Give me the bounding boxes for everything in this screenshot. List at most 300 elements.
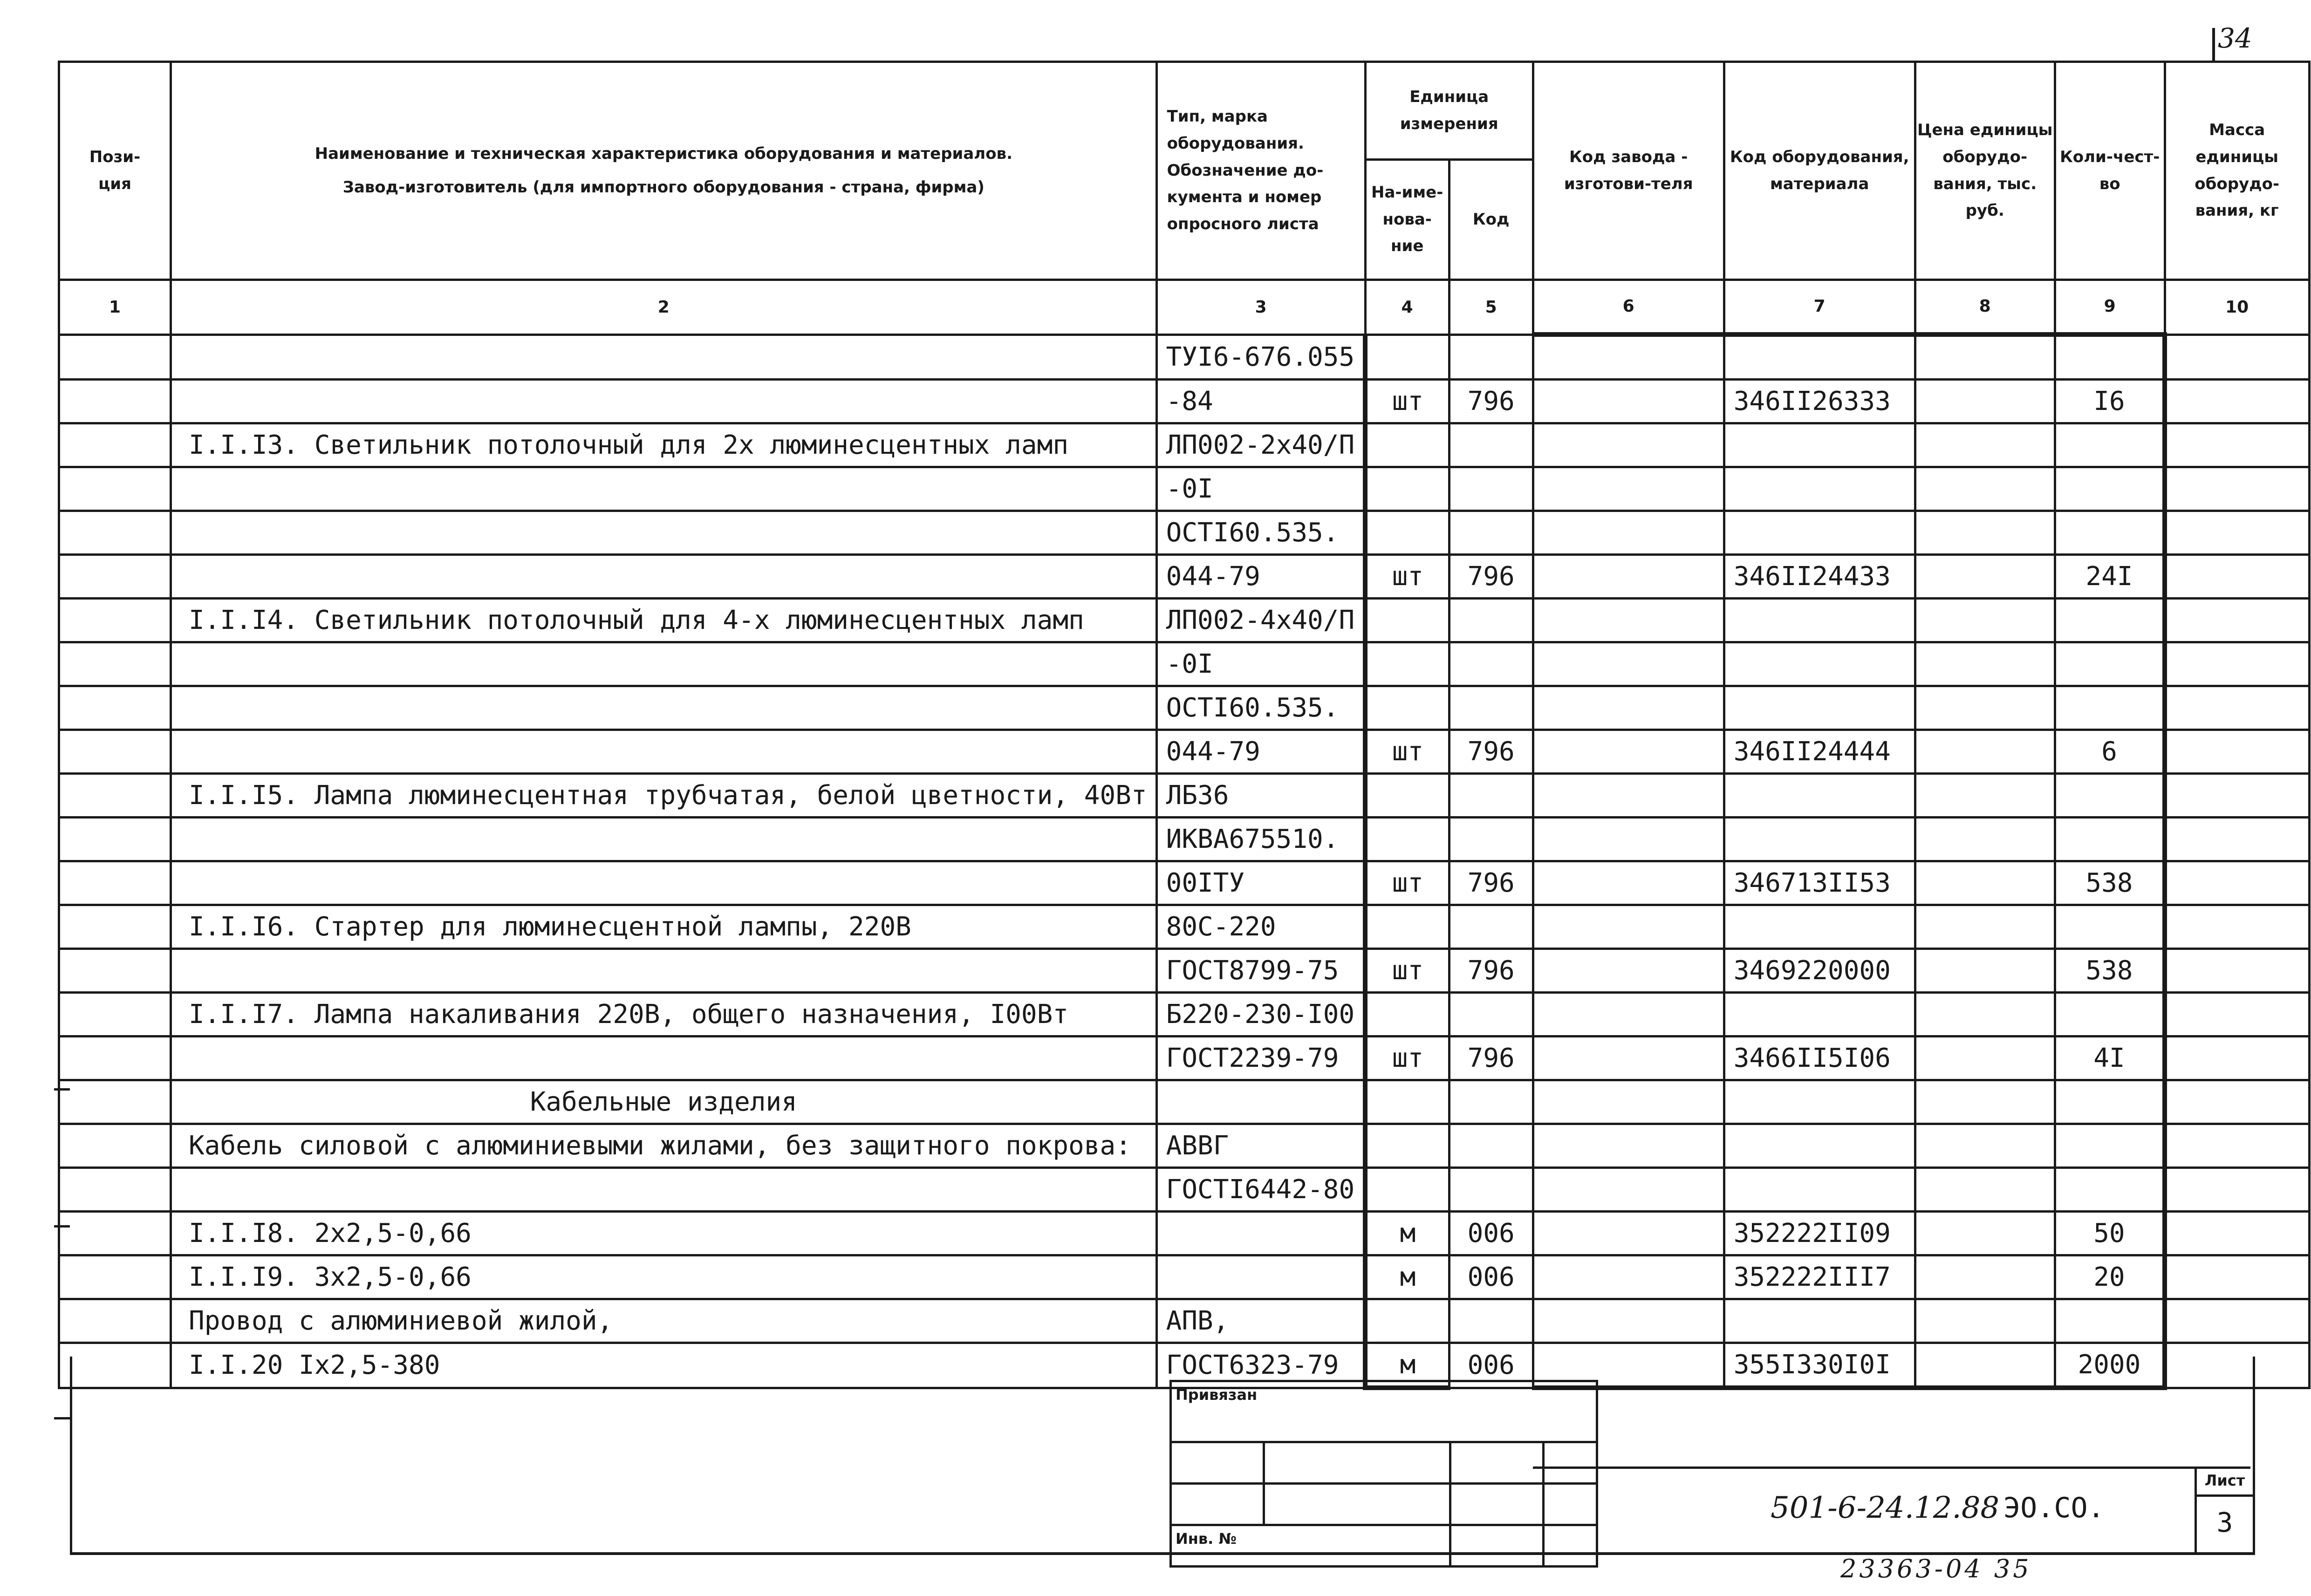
row-position	[59, 861, 171, 905]
row-unit-code	[1449, 599, 1533, 642]
row-plant-code	[1533, 467, 1724, 511]
row-plant-code	[1533, 774, 1724, 818]
row-price	[1915, 993, 2055, 1037]
row-plant-code	[1533, 686, 1724, 730]
column-number: 6	[1533, 280, 1724, 335]
column-number: 7	[1724, 280, 1915, 335]
table-row	[59, 423, 2310, 467]
stamp-cell	[1450, 1442, 1544, 1484]
row-price	[1915, 818, 2055, 861]
row-quantity	[2055, 511, 2165, 555]
row-plant-code	[1533, 423, 1724, 467]
row-unit	[1365, 686, 1449, 730]
row-name: I.I.I5. Лампа люминесцентная трубчатая, белой цветности, 40Вт	[171, 774, 1157, 818]
row-position	[59, 818, 171, 861]
table-row	[59, 599, 2310, 642]
row-price	[1915, 1124, 2055, 1168]
table-row	[59, 1037, 2310, 1080]
row-equipment-code	[1724, 642, 1915, 686]
row-equipment-code	[1724, 1124, 1915, 1168]
row-price	[1915, 1212, 2055, 1255]
row-type: -0I	[1156, 467, 1365, 511]
row-position	[59, 511, 171, 555]
row-type: 80С-220	[1156, 905, 1365, 949]
column-number: 9	[2055, 280, 2165, 335]
row-name	[171, 555, 1157, 599]
archive-number: 23363-04 35	[1840, 1554, 2032, 1583]
row-mass	[2165, 686, 2309, 730]
row-quantity	[2055, 1080, 2165, 1124]
row-price	[1915, 642, 2055, 686]
row-name: I.I.I4. Светильник потолочный для 4-х люминесцентных ламп	[171, 599, 1157, 642]
row-unit-code	[1449, 1124, 1533, 1168]
row-position	[59, 1080, 171, 1124]
table-row	[59, 334, 2310, 380]
row-type: 00IТУ	[1156, 861, 1365, 905]
table-row	[59, 555, 2310, 599]
row-position	[59, 1037, 171, 1080]
row-mass	[2165, 1255, 2309, 1299]
row-unit	[1365, 423, 1449, 467]
row-equipment-code	[1724, 334, 1915, 380]
row-mass	[2165, 774, 2309, 818]
row-name: I.I.20 Iх2,5-380	[171, 1343, 1157, 1388]
header-type: Тип, марка оборудования. Обозначение до-кумента и номер опросного листа	[1156, 62, 1365, 280]
row-unit-code: 796	[1449, 555, 1533, 599]
row-quantity: 4I	[2055, 1037, 2165, 1080]
row-quantity	[2055, 993, 2165, 1037]
row-type: ТУI6-676.055	[1156, 334, 1365, 380]
row-mass	[2165, 467, 2309, 511]
row-type: ГОСТ2239-79	[1156, 1037, 1365, 1080]
row-plant-code	[1533, 905, 1724, 949]
row-name	[171, 730, 1157, 774]
row-quantity: I6	[2055, 380, 2165, 423]
row-price	[1915, 467, 2055, 511]
row-equipment-code: 346II24433	[1724, 555, 1915, 599]
row-type: ОСТI60.535.	[1156, 511, 1365, 555]
row-plant-code	[1533, 380, 1724, 423]
row-mass	[2165, 1168, 2309, 1212]
table-row	[59, 642, 2310, 686]
row-plant-code	[1533, 1037, 1724, 1080]
row-unit: шт	[1365, 949, 1449, 993]
table-row	[59, 1255, 2310, 1299]
row-unit	[1365, 1124, 1449, 1168]
row-name: I.I.I7. Лампа накаливания 220В, общего назначения, I00Вт	[171, 993, 1157, 1037]
row-position	[59, 1168, 171, 1212]
row-quantity	[2055, 905, 2165, 949]
row-price	[1915, 511, 2055, 555]
row-quantity: 6	[2055, 730, 2165, 774]
row-mass	[2165, 861, 2309, 905]
row-unit-code: 796	[1449, 949, 1533, 993]
row-type: ЛП002-4х40/П	[1156, 599, 1365, 642]
row-plant-code	[1533, 555, 1724, 599]
row-unit: шт	[1365, 1037, 1449, 1080]
table-row	[59, 511, 2310, 555]
row-position	[59, 730, 171, 774]
row-unit-code	[1449, 774, 1533, 818]
row-equipment-code	[1724, 818, 1915, 861]
row-quantity	[2055, 774, 2165, 818]
row-plant-code	[1533, 334, 1724, 380]
row-price	[1915, 1168, 2055, 1212]
row-plant-code	[1533, 1255, 1724, 1299]
row-type: ЛП002-2х40/П	[1156, 423, 1365, 467]
row-unit	[1365, 599, 1449, 642]
row-mass	[2165, 1080, 2309, 1124]
row-type: -84	[1156, 380, 1365, 423]
row-mass	[2165, 511, 2309, 555]
row-plant-code	[1533, 1299, 1724, 1343]
row-position	[59, 1124, 171, 1168]
document-code: 501-6-24.12.88	[1771, 1491, 2000, 1525]
row-type: ОСТI60.535.	[1156, 686, 1365, 730]
row-type	[1156, 1255, 1365, 1299]
row-equipment-code: 34671ЗII53	[1724, 861, 1915, 905]
row-price	[1915, 334, 2055, 380]
header-equipment-code: Код оборудования, материала	[1724, 62, 1915, 280]
column-number: 1	[59, 280, 171, 335]
row-quantity	[2055, 1299, 2165, 1343]
row-unit-code	[1449, 818, 1533, 861]
row-unit: м	[1365, 1343, 1449, 1388]
row-plant-code	[1533, 1212, 1724, 1255]
row-position	[59, 905, 171, 949]
stamp-cell	[1544, 1525, 1597, 1567]
row-equipment-code	[1724, 467, 1915, 511]
row-unit	[1365, 905, 1449, 949]
row-unit: м	[1365, 1255, 1449, 1299]
row-mass	[2165, 334, 2309, 380]
row-name	[171, 467, 1157, 511]
column-number: 5	[1449, 280, 1533, 335]
row-unit: шт	[1365, 555, 1449, 599]
row-name: I.I.I9. 3х2,5-0,66	[171, 1255, 1157, 1299]
row-unit	[1365, 334, 1449, 380]
margin-tick	[54, 1417, 70, 1419]
row-mass	[2165, 818, 2309, 861]
row-position	[59, 334, 171, 380]
row-position	[59, 1299, 171, 1343]
row-position	[59, 555, 171, 599]
row-type: 044-79	[1156, 555, 1365, 599]
row-name	[171, 686, 1157, 730]
row-price	[1915, 686, 2055, 730]
header-name: Наименование и техническая характеристика оборудования и материалов. Завод-изготовитель (для импортного оборудования - страна, фирма)	[171, 62, 1157, 280]
row-unit	[1365, 774, 1449, 818]
row-type: АПВ,	[1156, 1299, 1365, 1343]
row-mass	[2165, 1124, 2309, 1168]
row-price	[1915, 949, 2055, 993]
row-quantity: 20	[2055, 1255, 2165, 1299]
column-number: 4	[1365, 280, 1449, 335]
row-unit	[1365, 1168, 1449, 1212]
row-mass	[2165, 1212, 2309, 1255]
row-unit-code: 796	[1449, 380, 1533, 423]
row-quantity	[2055, 686, 2165, 730]
row-unit-code	[1449, 467, 1533, 511]
row-name: I.I.I8. 2х2,5-0,66	[171, 1212, 1157, 1255]
table-row	[59, 1168, 2310, 1212]
column-number: 10	[2165, 280, 2309, 335]
row-price	[1915, 905, 2055, 949]
row-plant-code	[1533, 599, 1724, 642]
row-name	[171, 861, 1157, 905]
column-number: 2	[171, 280, 1157, 335]
table-row	[59, 1080, 2310, 1124]
header-plant-code: Код завода - изготови-теля	[1533, 62, 1724, 280]
row-price	[1915, 1299, 2055, 1343]
row-price	[1915, 861, 2055, 905]
row-quantity	[2055, 423, 2165, 467]
row-price	[1915, 423, 2055, 467]
row-unit	[1365, 511, 1449, 555]
row-unit	[1365, 818, 1449, 861]
row-name: Кабельные изделия	[171, 1080, 1157, 1124]
row-mass	[2165, 555, 2309, 599]
row-plant-code	[1533, 1080, 1724, 1124]
row-position	[59, 423, 171, 467]
row-unit-code	[1449, 686, 1533, 730]
table-row	[59, 774, 2310, 818]
stamp-cell	[1264, 1484, 1450, 1525]
row-unit-code: 796	[1449, 730, 1533, 774]
stamp-cell	[1171, 1442, 1264, 1484]
margin-tick	[54, 1225, 70, 1228]
row-plant-code	[1533, 818, 1724, 861]
stamp-cell	[1264, 1442, 1450, 1484]
row-mass	[2165, 949, 2309, 993]
row-unit-code: 796	[1449, 1037, 1533, 1080]
specification-rows	[59, 334, 2310, 1388]
table-row	[59, 861, 2310, 905]
row-plant-code	[1533, 511, 1724, 555]
row-quantity	[2055, 1168, 2165, 1212]
row-plant-code	[1533, 949, 1724, 993]
row-price	[1915, 1037, 2055, 1080]
row-mass	[2165, 380, 2309, 423]
approval-stamp	[1169, 1380, 1598, 1568]
table-row	[59, 1299, 2310, 1343]
row-type	[1156, 1080, 1365, 1124]
sheet-value: 3	[2216, 1507, 2233, 1538]
row-price	[1915, 730, 2055, 774]
row-type: Б220-230-I00	[1156, 993, 1365, 1037]
row-type: -0I	[1156, 642, 1365, 686]
sheet-box	[2195, 1466, 2253, 1552]
footer-frame	[70, 1357, 2255, 1555]
row-unit-code	[1449, 642, 1533, 686]
row-position	[59, 380, 171, 423]
stamp-cell	[1450, 1484, 1544, 1525]
row-type: ГОСТ6323-79	[1156, 1343, 1365, 1388]
row-type	[1156, 1212, 1365, 1255]
row-name: Кабель силовой с алюминиевыми жилами, без защитного покрова:	[171, 1124, 1157, 1168]
row-price	[1915, 555, 2055, 599]
row-equipment-code	[1724, 993, 1915, 1037]
row-type: АВВГ	[1156, 1124, 1365, 1168]
row-unit-code	[1449, 511, 1533, 555]
table-row	[59, 905, 2310, 949]
row-plant-code	[1533, 730, 1724, 774]
row-unit	[1365, 467, 1449, 511]
row-quantity	[2055, 334, 2165, 380]
table-row	[59, 993, 2310, 1037]
row-type: 044-79	[1156, 730, 1365, 774]
row-position	[59, 467, 171, 511]
row-position	[59, 1255, 171, 1299]
sheet-corner-tick	[2212, 28, 2215, 61]
row-unit-code: 006	[1449, 1255, 1533, 1299]
row-unit: шт	[1365, 380, 1449, 423]
row-unit-code	[1449, 334, 1533, 380]
row-name	[171, 949, 1157, 993]
row-equipment-code: 355I330I0I	[1724, 1343, 1915, 1388]
header-unit-group: Единица измерения	[1365, 62, 1533, 160]
stamp-cell	[1544, 1442, 1597, 1484]
row-unit-code	[1449, 1168, 1533, 1212]
row-quantity	[2055, 1124, 2165, 1168]
sheet-label: Лист	[2197, 1466, 2253, 1497]
row-equipment-code: 352222II09	[1724, 1212, 1915, 1255]
row-position	[59, 1212, 171, 1255]
row-unit: м	[1365, 1212, 1449, 1255]
specification-table	[58, 61, 2311, 1390]
row-mass	[2165, 642, 2309, 686]
row-type: ГОСТI6442-80	[1156, 1168, 1365, 1212]
row-unit	[1365, 1080, 1449, 1124]
row-type: ЛБ36	[1156, 774, 1365, 818]
row-quantity	[2055, 642, 2165, 686]
row-name: I.I.I3. Светильник потолочный для 2х люминесцентных ламп	[171, 423, 1157, 467]
row-equipment-code: 346II24444	[1724, 730, 1915, 774]
row-name	[171, 511, 1157, 555]
row-equipment-code: 3466II5I06	[1724, 1037, 1915, 1080]
row-name	[171, 334, 1157, 380]
table-row	[59, 949, 2310, 993]
row-quantity: 538	[2055, 949, 2165, 993]
row-name: Провод с алюминиевой жилой,	[171, 1299, 1157, 1343]
row-unit	[1365, 642, 1449, 686]
stamp-inventory-label: Инв. №	[1171, 1525, 1450, 1567]
row-quantity	[2055, 818, 2165, 861]
row-equipment-code	[1724, 511, 1915, 555]
row-plant-code	[1533, 1168, 1724, 1212]
row-unit-code: 006	[1449, 1343, 1533, 1388]
table-row	[59, 818, 2310, 861]
row-price	[1915, 599, 2055, 642]
row-mass	[2165, 905, 2309, 949]
table-row	[59, 686, 2310, 730]
row-position	[59, 993, 171, 1037]
row-mass	[2165, 423, 2309, 467]
title-block-line	[1533, 1466, 2250, 1469]
column-number: 8	[1915, 280, 2055, 335]
row-mass	[2165, 993, 2309, 1037]
row-quantity: 50	[2055, 1212, 2165, 1255]
column-number: 3	[1156, 280, 1365, 335]
top-sheet-number: 34	[2218, 22, 2252, 54]
row-quantity	[2055, 599, 2165, 642]
document-mark: ЭО.СО.	[2003, 1492, 2105, 1524]
row-type: ИКВА675510.	[1156, 818, 1365, 861]
row-position	[59, 774, 171, 818]
stamp-bound-label: Привязан	[1171, 1381, 1597, 1442]
row-price	[1915, 1080, 2055, 1124]
row-name	[171, 1037, 1157, 1080]
row-position	[59, 599, 171, 642]
row-equipment-code	[1724, 1168, 1915, 1212]
row-mass	[2165, 1037, 2309, 1080]
row-equipment-code: 3469220000	[1724, 949, 1915, 993]
row-equipment-code	[1724, 686, 1915, 730]
table-row	[59, 1124, 2310, 1168]
row-unit: шт	[1365, 861, 1449, 905]
stamp-cell	[1450, 1525, 1544, 1567]
row-unit-code	[1449, 1080, 1533, 1124]
row-position	[59, 949, 171, 993]
row-mass	[2165, 1299, 2309, 1343]
header-unit-name: На-име-нова-ние	[1365, 160, 1449, 280]
row-unit-code: 006	[1449, 1212, 1533, 1255]
row-name	[171, 818, 1157, 861]
row-plant-code	[1533, 993, 1724, 1037]
row-equipment-code	[1724, 1299, 1915, 1343]
row-unit-code	[1449, 905, 1533, 949]
row-unit	[1365, 993, 1449, 1037]
table-row	[59, 1212, 2310, 1255]
header-mass: Масса единицы оборудо-вания, кг	[2165, 62, 2309, 280]
row-equipment-code: 352222III7	[1724, 1255, 1915, 1299]
row-position	[59, 642, 171, 686]
header-price: Цена единицы оборудо-вания, тыс. руб.	[1915, 62, 2055, 280]
margin-tick	[54, 1088, 70, 1091]
row-mass	[2165, 599, 2309, 642]
row-quantity: 538	[2055, 861, 2165, 905]
table-row	[59, 380, 2310, 423]
row-plant-code	[1533, 1124, 1724, 1168]
row-equipment-code	[1724, 423, 1915, 467]
header-quantity: Коли-чест-во	[2055, 62, 2165, 280]
row-unit	[1365, 1299, 1449, 1343]
table-row	[59, 467, 2310, 511]
row-plant-code	[1533, 642, 1724, 686]
row-equipment-code	[1724, 905, 1915, 949]
stamp-cell	[1544, 1484, 1597, 1525]
row-equipment-code	[1724, 1080, 1915, 1124]
row-quantity	[2055, 467, 2165, 511]
row-unit: шт	[1365, 730, 1449, 774]
row-equipment-code	[1724, 599, 1915, 642]
row-price	[1915, 774, 2055, 818]
row-equipment-code: 346II26333	[1724, 380, 1915, 423]
row-plant-code	[1533, 861, 1724, 905]
row-unit-code: 796	[1449, 861, 1533, 905]
row-unit-code	[1449, 993, 1533, 1037]
row-name	[171, 1168, 1157, 1212]
column-number-row	[59, 280, 2310, 335]
row-position	[59, 686, 171, 730]
row-mass	[2165, 730, 2309, 774]
row-equipment-code	[1724, 774, 1915, 818]
header-position: Пози- ция	[59, 62, 171, 280]
row-unit-code	[1449, 1299, 1533, 1343]
row-name: I.I.I6. Стартер для люминесцентной лампы, 220В	[171, 905, 1157, 949]
row-name	[171, 642, 1157, 686]
stamp-cell	[1171, 1484, 1264, 1525]
